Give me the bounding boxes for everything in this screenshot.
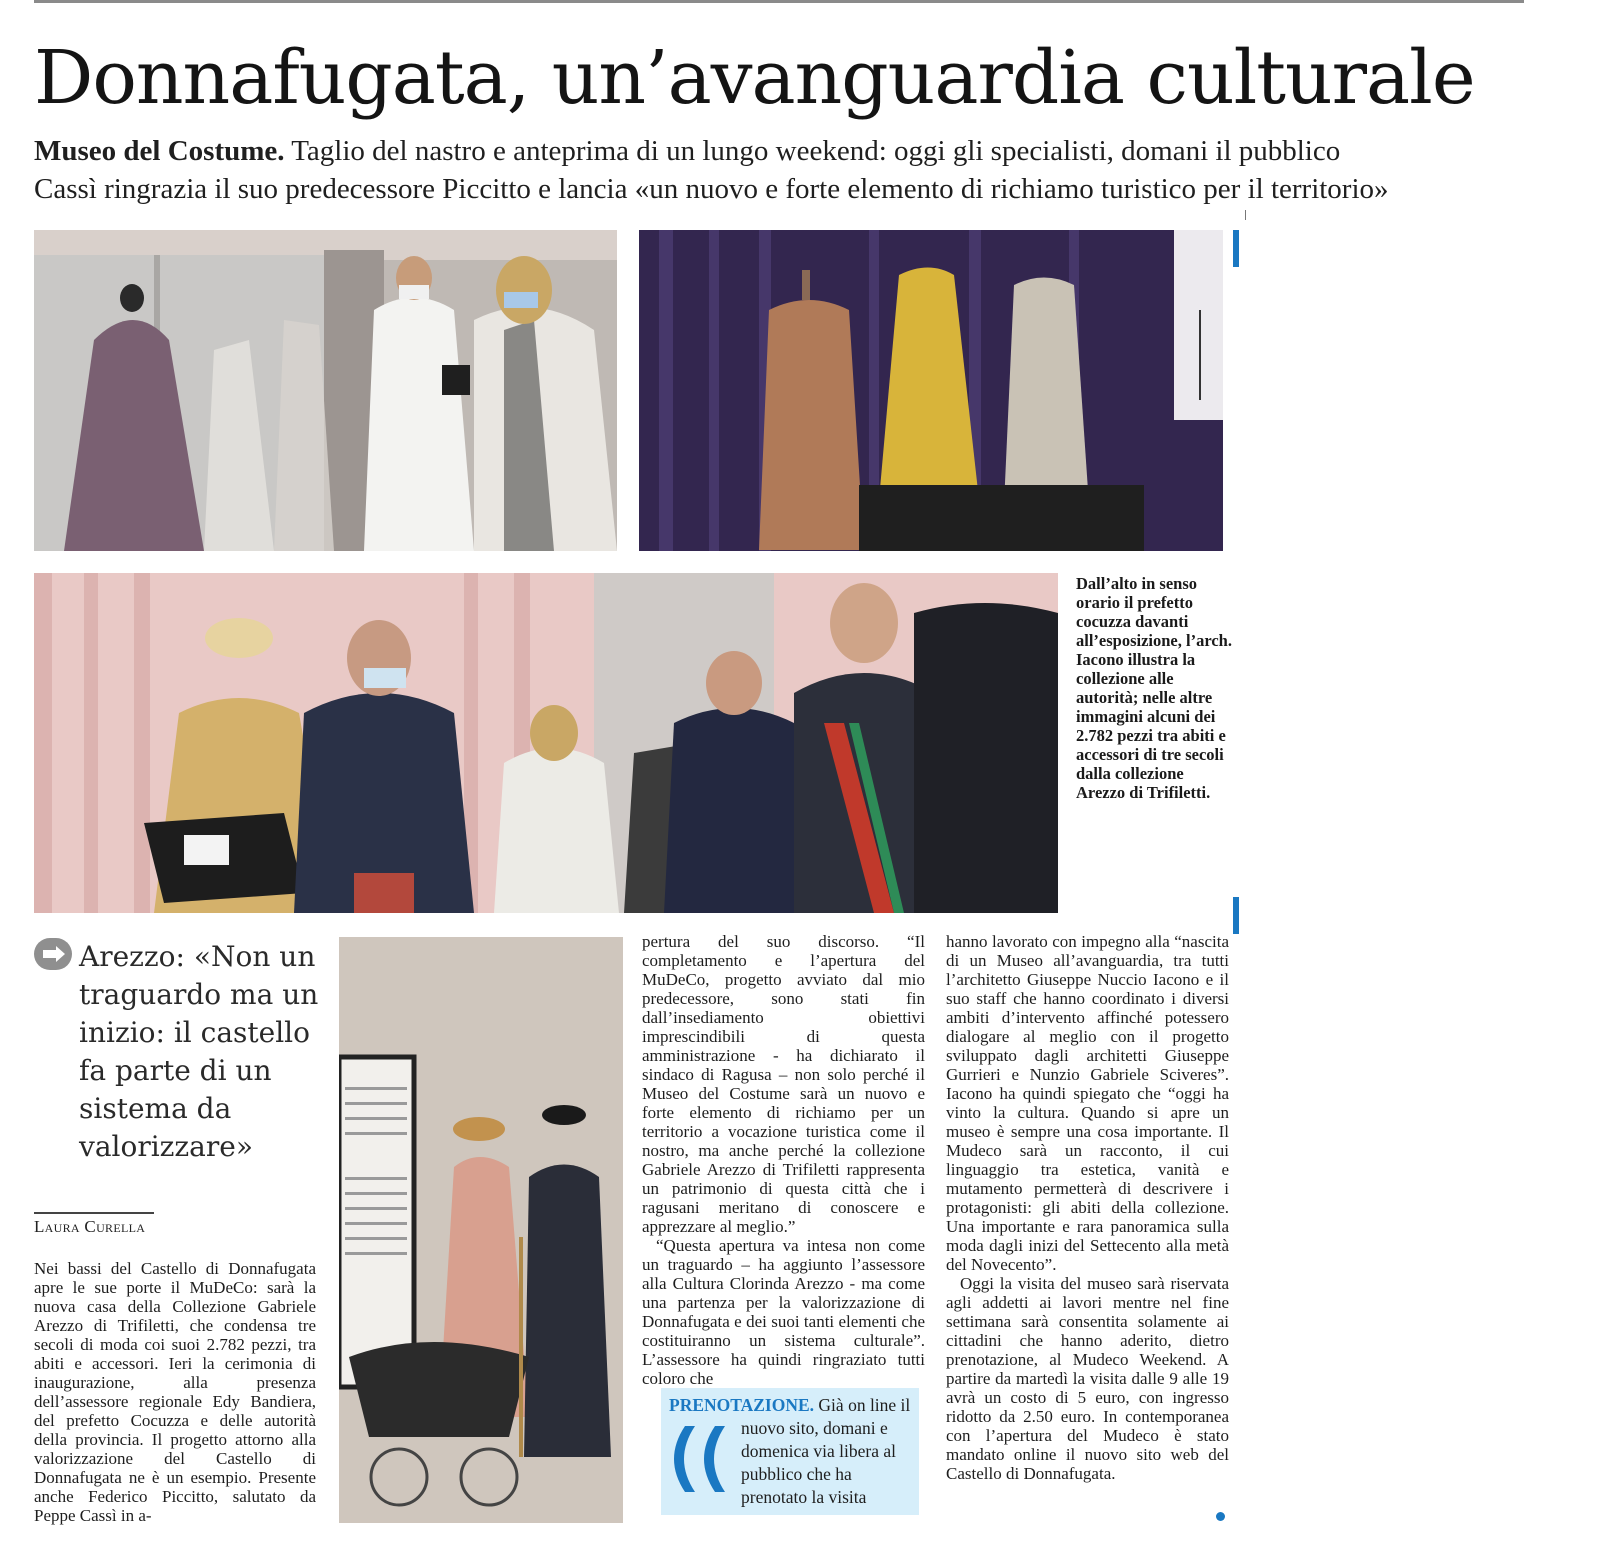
accent-bar-middle	[1233, 897, 1239, 934]
article-column-4	[946, 932, 1229, 1483]
callout-label: PRENOTAZIONE.	[669, 1395, 815, 1415]
subhead-line-1-text: Taglio del nastro e anteprima di un lungo weekend: oggi gli specialisti, domani il pubblico	[284, 135, 1341, 167]
photo-architect-with-authorities	[34, 573, 1058, 913]
paragraph: “Questa apertura va intesa non come un traguardo – ha aggiunto l’assessore alla Cultura Clorinda Arezzo - ma come una partenza per la valorizzazione di Donnafugata e dei suoi tanti elementi che costituiranno un sistema culturale”. L’assessore ha quindi ringraziato tutti coloro che	[642, 1236, 925, 1388]
article-column-3	[642, 932, 925, 1388]
subheadline	[34, 132, 1554, 208]
byline-rule	[34, 1212, 154, 1214]
photo-prefect-at-exhibition	[34, 230, 617, 551]
arrow-badge-icon	[34, 938, 72, 970]
article-column-1	[34, 1259, 316, 1525]
photo-pram-and-costumes	[339, 937, 623, 1523]
end-mark	[1216, 1512, 1225, 1521]
paragraph: hanno lavorato con impegno alla “nascita di un Museo all’avanguardia, tra tutti l’architetto Giuseppe Nuccio Iacono e il suo staff che hanno coordinato i diversi ambiti d’intervento affinché potessero dialogare al meglio con il progetto sviluppato dagli architetti Giuseppe Gurrieri e Nunzio Gabriele Sciveres”. Iacono ha quindi spiegato che “oggi ha vinto la cultura. Quando si apre un museo è sempre una cosa importante. Il Mudeco sarà un racconto, il cui linguaggio tra estetica, vanità e mutamento permetterà di descrivere i protagonisti: gli abiti della collezione. Una importante e rara panoramica sulla moda dagli inizi del Settecento alla metà del Novecento”.	[946, 932, 1229, 1274]
photo-three-gowns	[639, 230, 1223, 551]
subhead-line-1	[34, 132, 1554, 170]
kicker: Museo del Costume.	[34, 135, 285, 167]
column-tick	[1245, 210, 1246, 220]
accent-bar-top	[1233, 230, 1239, 267]
subhead-line-2: Cassì ringrazia il suo predecessore Piccitto e lancia «un nuovo e forte elemento di richiamo turistico per il territorio»	[34, 173, 1389, 205]
paragraph: Nei bassi del Castello di Donnafugata apre le sue porte il MuDeCo: sarà la nuova casa della Collezione Gabriele Arezzo di Trifiletti, che condensa tre secoli di moda coi suoi 2.782 pezzi, tra abiti e accessori. Ieri la cerimonia di inaugurazione, alla presenza dell’assessore regionale Edy Bandiera, del prefetto Cocuzza e delle autorità della provincia. Il progetto attorno alla valorizzazione del Castello di Donnafugata ne è un esempio. Presente anche Federico Piccitto, salutato da Peppe Cassì in a-	[34, 1259, 316, 1525]
booking-callout	[661, 1388, 919, 1515]
callout-text	[669, 1394, 911, 1509]
byline: Laura Curella	[34, 1217, 146, 1236]
paragraph: pertura del suo discorso. “Il completamento e l’apertura del MuDeCo, progetto avviato dal mio predecessore, sono stati fin dall’insediamento obiettivi imprescindibili di questa amministrazione - ha dichiarato il sindaco di Ragusa – non solo perché il Museo del Costume sarà un nuovo e forte elemento di richiamo per un territorio a vocazione turistica come il nostro, ma anche perché la collezione Gabriele Arezzo di Trifiletti rappresenta un patrimonio di questa città che i ragusani meritano di conoscere e apprezzare al meglio.”	[642, 932, 925, 1236]
paragraph: Oggi la visita del museo sarà riservata agli addetti ai lavori mentre nel fine settimana sarà consentita solamente ai cittadini che hanno aderito, dietro prenotazione, al Mudeco Weekend. A partire da martedì la visita dalle 9 alle 19 avrà un costo di 5 euro, con ingresso ridotto da 2.50 euro. In contemporanea con l’apertura del Mudeco è stato mandato online il nuovo sito web del Castello di Donnafugata.	[946, 1274, 1229, 1483]
pull-quote: Arezzo: «Non un traguardo ma un inizio: il castello fa parte di un sistema da valorizzare»	[79, 940, 319, 1163]
callout-body: nuovo sito, domani e domenica via libera al pubblico che ha prenotato la visita	[741, 1418, 896, 1507]
callout-first-line: Già on line il	[814, 1395, 911, 1415]
headline: Donnafugata, un’avanguardia culturale	[34, 35, 1475, 121]
photo-caption: Dall’alto in senso orario il prefetto cocuzza davanti all’esposizione, l’arch. Iacono illustra la collezione alle autorità; nelle altre immagini alcuni dei 2.782 pezzi tra abiti e accessori di tre secoli dalla collezione Arezzo di Trifiletti.	[1076, 574, 1232, 802]
top-rule	[34, 0, 1524, 3]
